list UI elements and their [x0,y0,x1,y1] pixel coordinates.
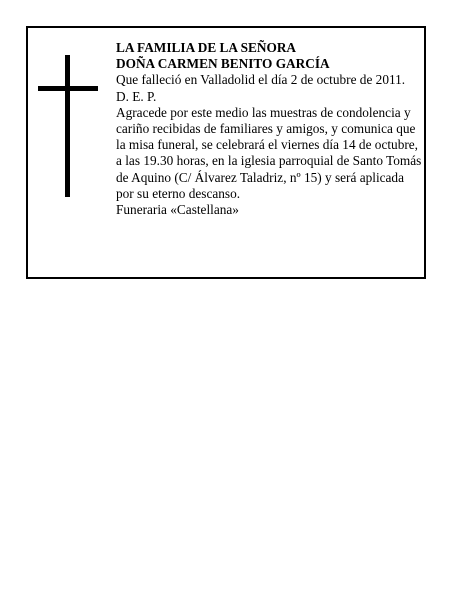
death-statement: Que falleció en Valladolid el día 2 de octubre de 2011. [116,72,406,88]
deceased-name: DOÑA CARMEN BENITO GARCÍA [116,56,330,72]
cross-horizontal-bar [38,86,98,91]
obituary-notice [26,26,426,279]
funeral-announcement: Agracede por este medio las muestras de condolencia y cariño recibidas de familiares y amigos, y comunica que la misa funeral, se celebrará el viernes día 14 de octubre, a las 19.30 horas, en la iglesia parroquial de Santo Tomás de Aquino (C/ Álvarez Taladriz, nº 15) y será aplicada por su eterno descanso. [116,104,422,201]
family-heading: LA FAMILIA DE LA SEÑORA [116,40,297,55]
latin-cross-icon [38,55,98,197]
funeral-home: Funeraria «Castellana» [116,202,239,218]
rip-abbreviation: D. E. P. [116,88,157,104]
notice-text [116,40,422,218]
cross-vertical-bar [65,55,70,197]
